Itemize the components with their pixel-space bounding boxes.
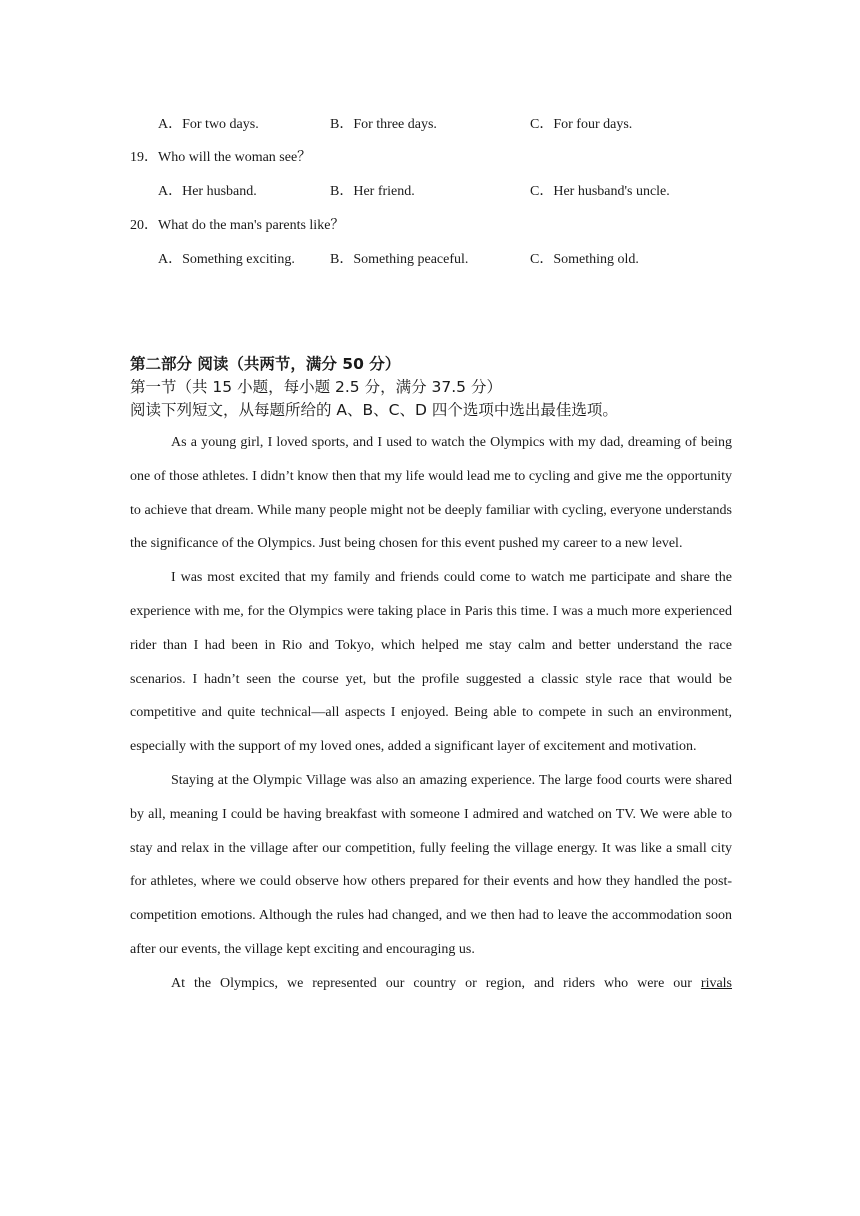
- q18-option-c: C．For four days.: [530, 117, 633, 132]
- q18-option-b: B．For three days.: [330, 117, 437, 132]
- underlined-word-rivals: rivals: [700, 975, 733, 991]
- q20-option-c: C．Something old.: [530, 252, 639, 267]
- q19-question: 19．Who will the woman see？: [130, 150, 312, 165]
- q18-options: [158, 113, 758, 133]
- reading-instruction: 阅读下列短文，从每题所给的 A、B、C、D 四个选项中选出最佳选项。: [130, 401, 618, 419]
- passage-paragraph-4: [130, 967, 732, 1001]
- q20-options: [158, 248, 758, 268]
- part-two-title: 第二部分 阅读（共两节，满分 50 分）: [130, 355, 401, 373]
- q19-option-b: B．Her friend.: [330, 184, 415, 199]
- passage-paragraph-3: Staying at the Olympic Village was also an amazing experience. The large food courts were shared by all, meaning I could be having breakfast with someone I admired and watched on TV. We were able to stay and relax in the village after our competition, fully feeling the village energy. It was like a small city for athletes, where we could observe how others prepared for their events and how they handled the post-competition emotions. Although the rules had changed, and we then had to leave the accommodation soon after our events, the village kept exciting and encouraging us.: [130, 772, 732, 957]
- q19-option-a: A．Her husband.: [158, 184, 257, 199]
- passage-paragraph-4-text: At the Olympics, we represented our country or region, and riders who were our: [171, 975, 692, 991]
- q19-option-c: C．Her husband's uncle.: [530, 184, 670, 199]
- q19-options: [158, 180, 758, 200]
- section-one-title: 第一节（共 15 小题，每小题 2.5 分，满分 37.5 分）: [130, 378, 502, 396]
- passage-paragraph-1: As a young girl, I loved sports, and I used to watch the Olympics with my dad, dreaming of being one of those athletes. I didn’t know then that my life would lead me to cycling and give me the opportunity to achieve that dream. While many people might not be deeply familiar with cycling, everyone understands the significance of the Olympics. Just being chosen for this event pushed my career to a new level.: [130, 435, 732, 552]
- q18-option-a: A．For two days.: [158, 117, 259, 132]
- passage-paragraph-2: I was most excited that my family and friends could come to watch me participate and share the experience with me, for the Olympics were taking place in Paris this time. I was a much more experienced rider than I had been in Rio and Tokyo, which helped me stay calm and better understand the race scenarios. I hadn’t seen the course yet, but the profile suggested a classic style race that would be competitive and quite technical—all aspects I enjoyed. Being able to compete in such an environment, especially with the support of my loved ones, added a significant layer of excitement and motivation.: [130, 570, 732, 755]
- q20-option-a: A．Something exciting.: [158, 252, 295, 267]
- q20-option-b: B．Something peaceful.: [330, 252, 469, 267]
- q20-question: 20．What do the man's parents like？: [130, 218, 345, 233]
- reading-passage: [130, 426, 732, 1001]
